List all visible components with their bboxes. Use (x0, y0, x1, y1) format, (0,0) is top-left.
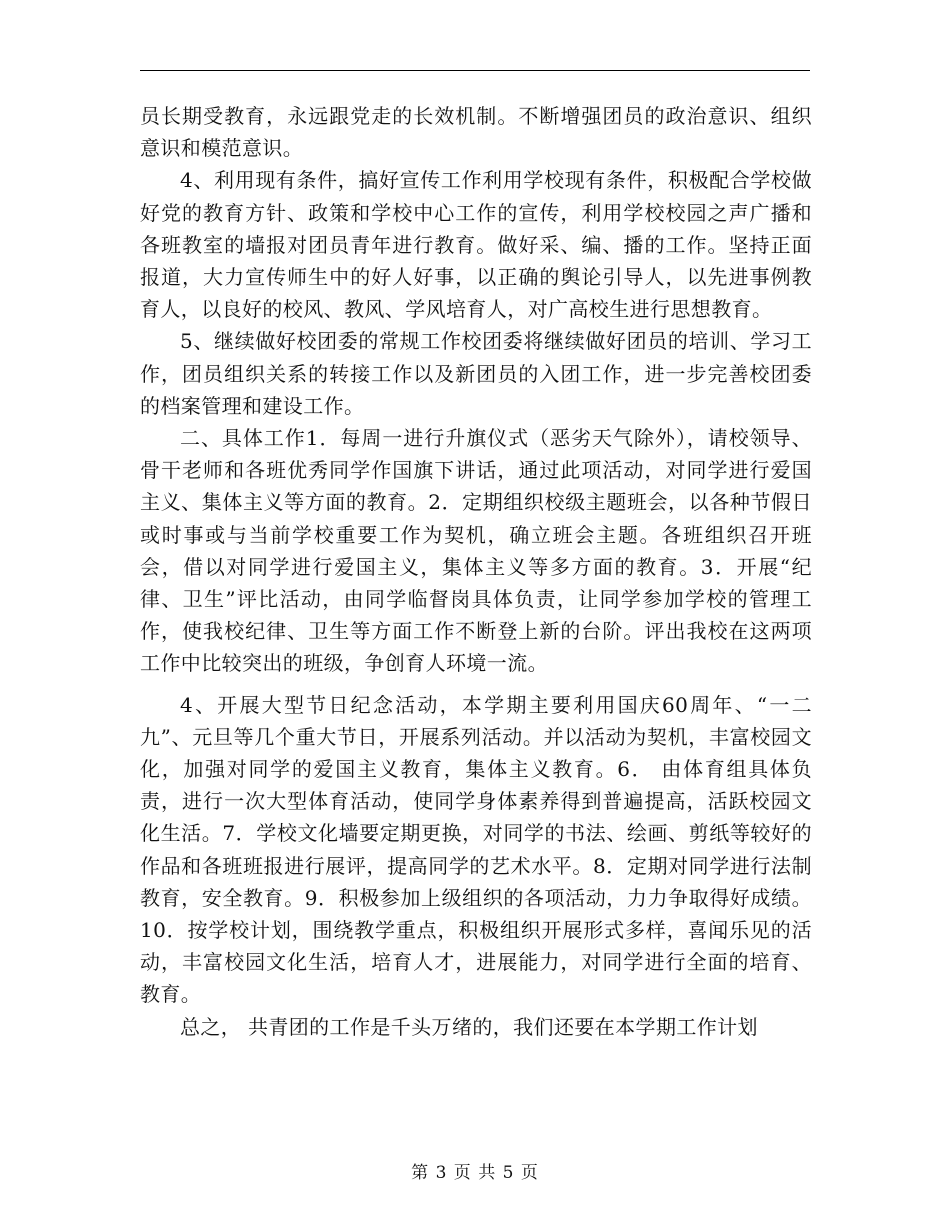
paragraph: 4、开展大型节日纪念活动，本学期主要利用国庆60周年、“一二 九”、元旦等几个重大节日，开展系列活动。并以活动为契机，丰富校园文化，加强对同学的爱国主义教育，集体主义教育。6． 由体育组具体负责，进行一次大型体育活动，使同学身体素养得到普遍提高，活跃校园文化生活。7．学校文化墙要定期更换，对同学的书法、绘画、剪纸等较好的作品和各班班报进行展评，提高同学的艺术水平。8．定期对同学进行法制教育，安全教育。9．积极参加上级组织的各项活动，力力争取得好成绩。10．按学校计划，围绕教学重点，积极组织开展形式多样，喜闻乐见的活动，丰富校园文化生活，培育人才，进展能力，对同学进行全面的培育、教育。 (140, 692, 812, 1007)
paragraph: 员长期受教育，永远跟党走的长效机制。不断增强团员的政治意识、组织意识和模范意识。 (140, 104, 812, 161)
document-body (140, 100, 812, 1043)
paragraph: 5、继续做好校团委的常规工作校团委将继续做好团员的培训、学习工作，团员组织关系的转接工作以及新团员的入团工作，进一步完善校团委的档案管理和建设工作。 (140, 329, 812, 418)
header-rule (140, 70, 810, 71)
paragraph: 总之， 共青团的工作是千头万绪的，我们还要在本学期工作计划 (180, 1014, 758, 1039)
page-number-footer: 第 3 页 共 5 页 (411, 1163, 539, 1183)
paragraph: 4、利用现有条件，搞好宣传工作利用学校现有条件，积极配合学校做好党的教育方针、政策和学校中心工作的宣传，利用学校校园之声广播和各班教室的墙报对团员青年进行教育。做好采、编、播的工作。坚持正面报道，大力宣传师生中的好人好事，以正确的舆论引导人，以先进事例教育人，以良好的校风、教风、学风培育人，对广高校生进行思想教育。 (140, 168, 812, 322)
paragraph: 二、具体工作1．每周一进行升旗仪式（恶劣天气除外），请校领导、骨干老师和各班优秀同学作国旗下讲话，通过此项活动，对同学进行爱国主义、集体主义等方面的教育。2．定期组织校级主题班会，以各种节假日或时事或与当前学校重要工作为契机，确立班会主题。各班组织召开班会，借以对同学进行爱国主义，集体主义等多方面的教育。3．开展“纪律、卫生”评比活动，由同学临督岗具体负责，让同学参加学校的管理工作，使我校纪律、卫生等方面工作不断登上新的台阶。评出我校在这两项工作中比较突出的班级，争创育人环境一流。 (140, 426, 812, 676)
